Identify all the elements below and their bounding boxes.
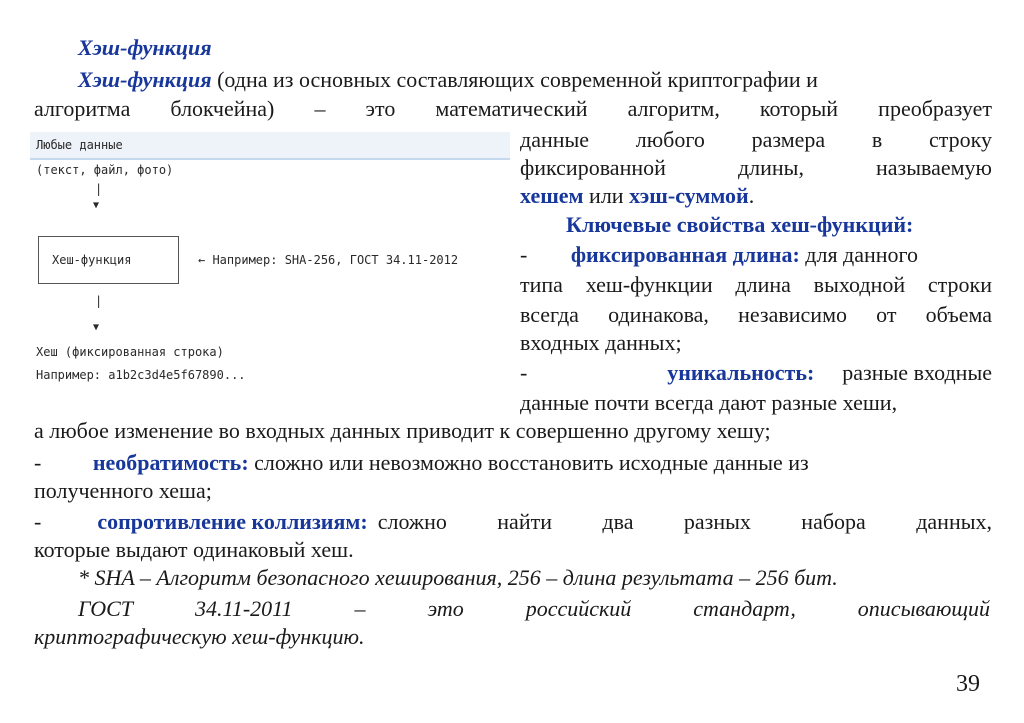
property-irreversible-name: необратимость: (92, 450, 249, 475)
property-fixed-line-1 (520, 243, 992, 267)
or-word: или (589, 183, 624, 208)
property-unique-text-1: разные входные (842, 360, 992, 385)
box-bottom-line (38, 283, 178, 284)
diagram-arrow-stem-1: | (95, 182, 103, 196)
box-top-line (38, 236, 178, 237)
intro-line-1-text: (одна из основных составляющих современной криптографии и (217, 67, 818, 92)
bullet-dash: - (520, 360, 528, 385)
property-collision-name: сопротивление коллизиям: (97, 509, 368, 534)
hash-term: хешем (520, 183, 584, 208)
diagram-output-label: Хеш (фиксированная строка) (36, 345, 224, 359)
property-fixed-line-4: входных данных; (520, 330, 682, 355)
bullet-dash: - (34, 509, 42, 534)
page-title: Хэш-функция (78, 35, 212, 60)
diagram-example-arrow: ← Например: SHA-256, ГОСТ 34.11-2012 (198, 253, 459, 267)
intro-line-2: алгоритма блокчейна) – это математический алгоритм, который преобразует (34, 96, 992, 121)
property-irreversible-line-2: полученного хеша; (34, 478, 212, 503)
intro-line-5 (520, 184, 754, 208)
property-unique-name: уникальность: (667, 360, 815, 385)
note-gost-line-2: криптографическую хеш-функцию. (34, 624, 365, 649)
bullet-dash: - (520, 242, 528, 267)
intro-line-1 (78, 68, 990, 92)
properties-title: Ключевые свойства хеш-функций: (566, 212, 914, 237)
diagram-arrow-stem-2: | (95, 294, 103, 308)
down-arrow-icon: ▼ (93, 322, 100, 333)
property-fixed-line-2: типа хеш-функции длина выходной строки (520, 272, 992, 297)
bullet-dash: - (34, 450, 42, 475)
diagram-box-label: Хеш-функция (52, 253, 132, 267)
intro-term: Хэш-функция (78, 67, 212, 92)
note-gost-line-1: ГОСТ 34.11-2011 – это российский стандарт, описывающий (78, 596, 990, 621)
property-collision-line-1 (34, 510, 992, 534)
property-collision-text-1: сложно найти два разных набора данных, (377, 509, 992, 534)
hash-diagram (30, 132, 510, 402)
property-fixed-name: фиксированная длина: (570, 242, 800, 267)
box-left-line (38, 236, 39, 284)
property-fixed-text-1: для данного (805, 242, 919, 267)
property-unique-line-1 (520, 361, 992, 385)
down-arrow-icon: ▼ (93, 200, 100, 211)
property-unique-line-2: данные почти всегда дают разные хеши, (520, 390, 898, 415)
property-irreversible-text-1: сложно или невозможно восстановить исходные данные из (254, 450, 809, 475)
diagram-output-example: Например: a1b2c3d4e5f67890... (36, 368, 246, 382)
diagram-input-label: Любые данные (36, 138, 123, 152)
intro-line-4: фиксированной длины, называемую (520, 155, 992, 180)
note-sha: * SHA – Алгоритм безопасного хеширования, 256 – длина результата – 256 бит. (78, 565, 838, 590)
property-collision-line-2: которые выдают одинаковый хеш. (34, 537, 354, 562)
page-number: 39 (956, 671, 980, 697)
diagram-input-sub: (текст, файл, фото) (36, 163, 174, 177)
property-unique-line-3: а любое изменение во входных данных приводит к совершенно другому хешу; (34, 418, 771, 443)
hash-sum-term: хэш-суммой (629, 183, 749, 208)
intro-line-3: данные любого размера в строку (520, 127, 992, 152)
box-right-line (178, 236, 179, 284)
property-fixed-line-3: всегда одинакова, независимо от объема (520, 302, 992, 327)
property-irreversible-line-1 (34, 451, 809, 475)
period: . (748, 183, 755, 208)
